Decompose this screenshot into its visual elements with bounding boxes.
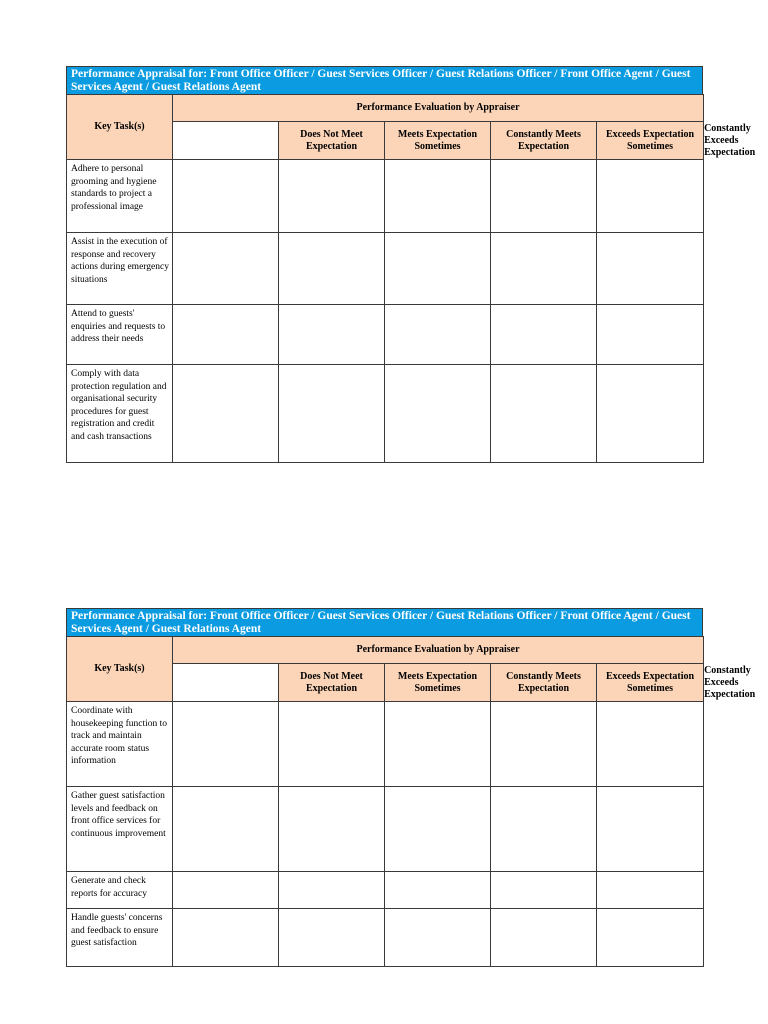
rating-cell[interactable] — [491, 702, 597, 787]
rating-cell[interactable] — [597, 787, 704, 872]
rating-cell[interactable] — [279, 872, 385, 909]
task-row — [67, 305, 704, 365]
rating-cell[interactable] — [597, 160, 704, 233]
rating-cell[interactable] — [491, 872, 597, 909]
rating-cell[interactable] — [385, 305, 491, 365]
blank-header-cell — [173, 664, 279, 702]
rating-cell[interactable] — [385, 909, 491, 967]
task-row — [67, 909, 704, 967]
rating-cell[interactable] — [491, 305, 597, 365]
task-row — [67, 702, 704, 787]
appraisal-title: Performance Appraisal for: Front Office Officer / Guest Services Officer / Guest Relations Officer / Front Office Agent / Guest Services Agent / Guest Relations Agent — [66, 66, 703, 94]
rating-cell[interactable] — [597, 909, 704, 967]
task-row — [67, 160, 704, 233]
appraisal-table-1 — [66, 66, 756, 463]
rating-cell[interactable] — [173, 702, 279, 787]
task-label: Generate and check reports for accuracy — [67, 872, 173, 909]
rating-cell[interactable] — [279, 233, 385, 305]
appraisal-table-2 — [66, 608, 756, 967]
rating-cell[interactable] — [491, 160, 597, 233]
rating-cell[interactable] — [385, 787, 491, 872]
appraisal-grid: Key Task(s) Performance Evaluation by Appraiser Does Not Meet Expectation Meets Expectation Sometimes Constantly Meets Expectation Exceeds Expectation Sometimes Constantly Exceeds Expectation Coordinate with housekeeping function to track and maintain accurate room status information Gather guest satisfaction levels and feedback on front office services for continuous improvement Generate and check reports for accuracy Handle guests' concerns and feedback to ensure guest satisfaction — [66, 636, 704, 967]
task-row — [67, 872, 704, 909]
rating-cell[interactable] — [173, 872, 279, 909]
rating-cell[interactable] — [173, 160, 279, 233]
rating-cell[interactable] — [279, 305, 385, 365]
task-row — [67, 787, 704, 872]
rating-cell[interactable] — [385, 160, 491, 233]
rating-column-header: Constantly Meets Expectation — [491, 664, 597, 702]
rating-column-header: Does Not Meet Expectation — [279, 122, 385, 160]
task-label: Adhere to personal grooming and hygiene standards to project a professional image — [67, 160, 173, 233]
rating-cell[interactable] — [491, 787, 597, 872]
rating-cell[interactable] — [597, 702, 704, 787]
rating-cell[interactable] — [385, 702, 491, 787]
appraisal-title: Performance Appraisal for: Front Office Officer / Guest Services Officer / Guest Relations Officer / Front Office Agent / Guest Services Agent / Guest Relations Agent — [66, 608, 703, 636]
rating-cell[interactable] — [279, 160, 385, 233]
task-label: Handle guests' concerns and feedback to ensure guest satisfaction — [67, 909, 173, 967]
rating-column-header: Does Not Meet Expectation — [279, 664, 385, 702]
task-label: Coordinate with housekeeping function to track and maintain accurate room status information — [67, 702, 173, 787]
key-tasks-header: Key Task(s) — [67, 95, 173, 160]
rating-column-header: Exceeds Expectation Sometimes — [597, 122, 704, 160]
task-label: Gather guest satisfaction levels and feedback on front office services for continuous improvement — [67, 787, 173, 872]
rating-cell[interactable] — [597, 365, 704, 463]
rating-cell[interactable] — [173, 787, 279, 872]
rating-cell[interactable] — [173, 305, 279, 365]
rating-column-header: Meets Expectation Sometimes — [385, 664, 491, 702]
rating-column-header: Meets Expectation Sometimes — [385, 122, 491, 160]
task-row — [67, 365, 704, 463]
rating-cell[interactable] — [173, 233, 279, 305]
task-row — [67, 233, 704, 305]
rating-cell[interactable] — [173, 365, 279, 463]
task-label: Assist in the execution of response and recovery actions during emergency situations — [67, 233, 173, 305]
rating-cell[interactable] — [279, 787, 385, 872]
rating-cell[interactable] — [279, 702, 385, 787]
rating-cell[interactable] — [279, 909, 385, 967]
rating-cell[interactable] — [279, 365, 385, 463]
rating-cell[interactable] — [491, 909, 597, 967]
evaluation-header: Performance Evaluation by Appraiser — [173, 637, 704, 664]
rating-column-header: Constantly Meets Expectation — [491, 122, 597, 160]
rating-cell[interactable] — [597, 233, 704, 305]
appraisal-grid: Key Task(s) Performance Evaluation by Appraiser Does Not Meet Expectation Meets Expectation Sometimes Constantly Meets Expectation Exceeds Expectation Sometimes Constantly Exceeds Expectation Adhere to personal grooming and hygiene standards to project a professional image Assist in the execution of response and recovery actions during emergency situations Attend to guests' enquiries and requests to address their needs Comply with data protection regulation and organisational security procedures for guest registration and credit and cash transactions — [66, 94, 704, 463]
task-label: Comply with data protection regulation and organisational security procedures for guest registration and credit and cash transactions — [67, 365, 173, 463]
task-label: Attend to guests' enquiries and requests to address their needs — [67, 305, 173, 365]
rating-cell[interactable] — [491, 233, 597, 305]
rating-cell[interactable] — [597, 305, 704, 365]
rating-column-header: Exceeds Expectation Sometimes — [597, 664, 704, 702]
evaluation-header: Performance Evaluation by Appraiser — [173, 95, 704, 122]
rating-cell[interactable] — [385, 233, 491, 305]
rating-cell[interactable] — [491, 365, 597, 463]
rating-cell[interactable] — [173, 909, 279, 967]
rating-cell[interactable] — [385, 872, 491, 909]
blank-header-cell — [173, 122, 279, 160]
rating-cell[interactable] — [597, 872, 704, 909]
key-tasks-header: Key Task(s) — [67, 637, 173, 702]
rating-cell[interactable] — [385, 365, 491, 463]
